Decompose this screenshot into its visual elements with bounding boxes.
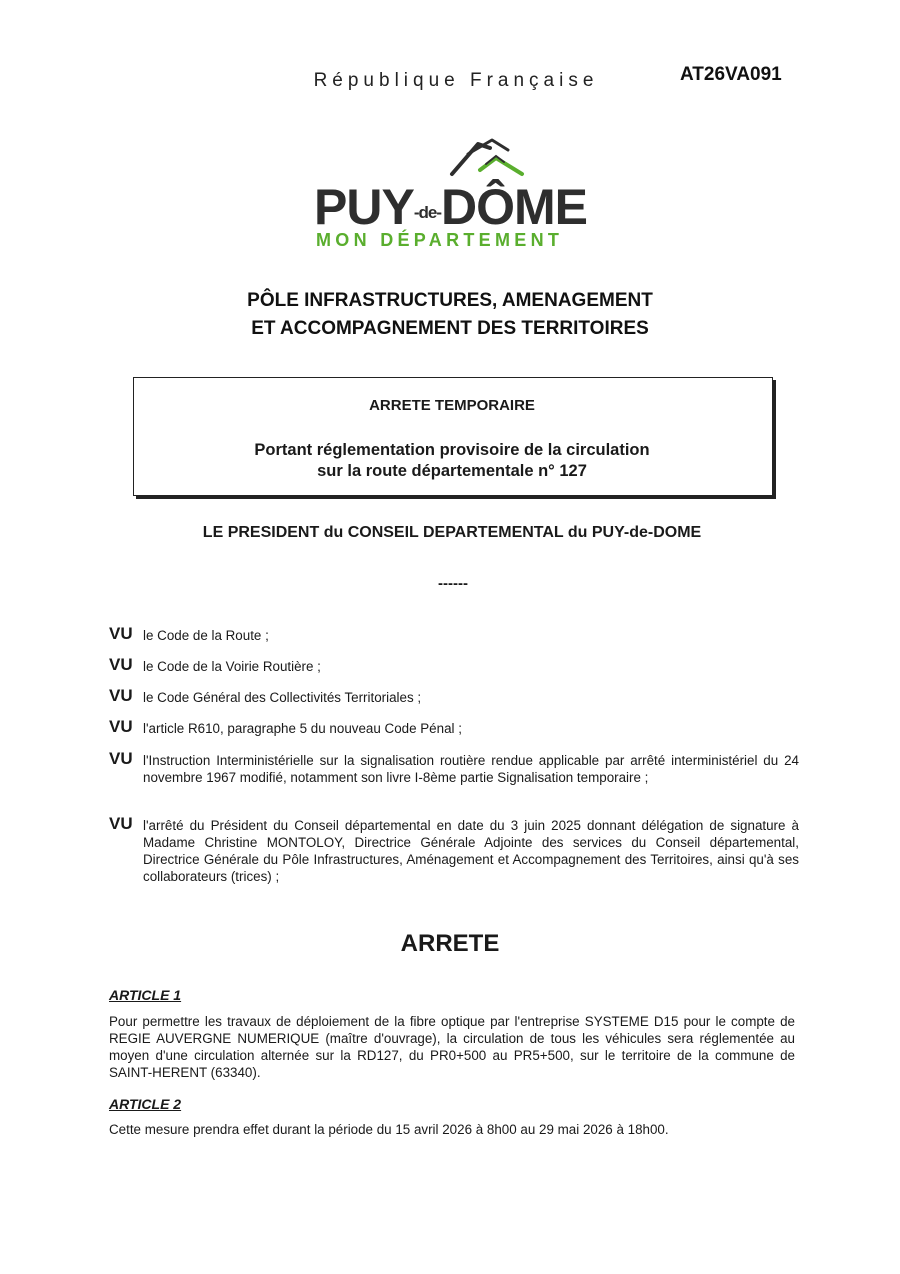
vu-label: VU [109, 749, 133, 768]
vu-label: VU [109, 686, 133, 705]
vu-label: VU [109, 655, 133, 674]
box-title: ARRETE TEMPORAIRE [369, 397, 535, 414]
vu-label: VU [109, 814, 133, 833]
document-reference: AT26VA091 [680, 64, 782, 85]
article-text: Cette mesure prendra effet durant la période du 15 avril 2026 à 8h00 au 29 mai 2026 à 18h00. [109, 1122, 669, 1137]
mountain-peak-dark [452, 144, 490, 174]
logo-tagline: MON DÉPARTEMENT [316, 230, 564, 250]
vu-item [109, 686, 799, 706]
vu-text: l'arrêté du Président du Conseil départemental en date du 3 juin 2025 donnant délégation de signature à Madame Christine MONTOLOY, Directrice Générale Adjointe des services du Conseil départemental, Directrice Générale du Pôle Infrastructures, Aménagement et Accompagnement des Territoires, ainsi qu'à ses collaborateurs (trices) ; [143, 818, 799, 884]
vu-item [109, 814, 799, 885]
vu-text: l'article R610, paragraphe 5 du nouveau Code Pénal ; [143, 721, 462, 736]
vu-text: le Code Général des Collectivités Territoriales ; [143, 690, 422, 705]
mountain-logo-icon [310, 134, 600, 254]
vu-text: le Code de la Voirie Routière ; [143, 659, 321, 674]
article-heading: ARTICLE 1 [109, 987, 182, 1003]
vu-label: VU [109, 717, 133, 736]
logo-text-de: -de- [413, 203, 441, 222]
box-subtitle-line-1: Portant réglementation provisoire de la circulation [254, 441, 650, 459]
box-subtitle [0, 440, 900, 482]
vu-item [109, 717, 799, 737]
vu-label: VU [109, 624, 133, 643]
svg-text:PUY-de-DÔME [314, 178, 587, 235]
republic-heading: République Française [313, 70, 599, 91]
pole-line-1: PÔLE INFRASTRUCTURES, AMENAGEMENT [247, 290, 653, 311]
article-text: Pour permettre les travaux de déploiement de la fibre optique par l'entreprise SYSTEME D15 pour le compte de REGIE AUVERGNE NUMERIQUE (maître d'ouvrage), la circulation de tous les véhicules sera réglementée au moyen d'une circulation alternée sur la RD127, du PR0+500 au PR5+500, sur le territoire de la commune de SAINT-HERENT (63340). [109, 1014, 795, 1080]
arrete-heading: ARRETE [400, 930, 500, 957]
vu-text: le Code de la Route ; [143, 628, 269, 643]
pole-heading [0, 287, 900, 343]
article-heading: ARTICLE 2 [109, 1096, 182, 1112]
vu-item [109, 655, 799, 675]
box-subtitle-line-2: sur la route départementale n° 127 [317, 462, 587, 480]
vu-text: l'Instruction Interministérielle sur la signalisation routière rendue applicable par arrêté interministériel du 24 novembre 1967 modifié, notamment son livre I-8ème partie Signalisation temporaire ; [143, 753, 799, 785]
vu-item [109, 624, 799, 644]
vu-item [109, 749, 799, 786]
logo-text-puy: PUY [314, 179, 414, 235]
department-logo [310, 134, 600, 254]
pole-line-2: ET ACCOMPAGNEMENT DES TERRITOIRES [251, 318, 649, 339]
separator: ------ [438, 575, 468, 592]
logo-text-dome: DÔME [440, 179, 587, 235]
president-line: LE PRESIDENT du CONSEIL DEPARTEMENTAL du PUY-de-DOME [202, 524, 702, 541]
